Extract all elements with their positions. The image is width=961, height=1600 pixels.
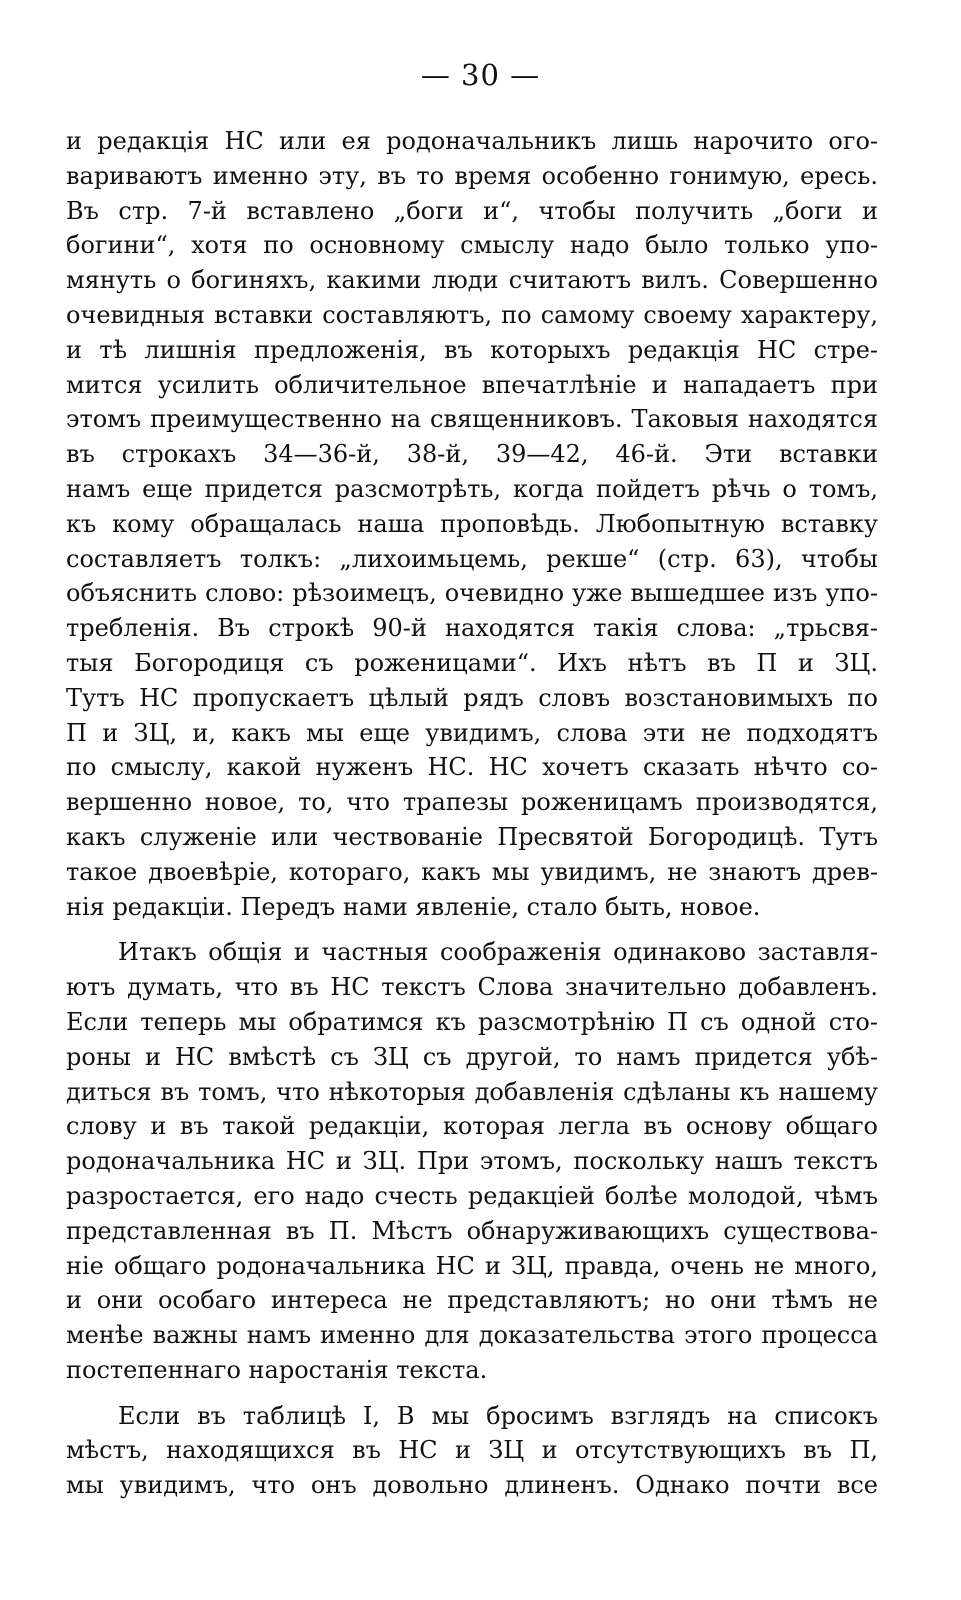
text-line: менѣе важны намъ именно для доказательства этого процесса (66, 1321, 878, 1350)
text-line: Итакъ общія и частныя соображенія одинаково заставля- (118, 938, 878, 967)
text-line: и тѣ лишнія предложенія, въ которыхъ редакція НС стре- (66, 335, 878, 364)
page-number: — 30 — (420, 58, 541, 92)
text-line: такое двоевѣріе, котораго, какъ мы увидимъ, не знаютъ древ- (66, 857, 878, 886)
text-line: роны и НС вмѣстѣ съ ЗЦ съ другой, то намъ придется убѣ- (66, 1042, 878, 1071)
text-line: намъ еще придется разсмотрѣть, когда пойдетъ рѣчь о томъ, (66, 474, 878, 503)
text-line: богини“, хотя по основному смыслу надо было только упо- (66, 231, 878, 260)
text-line: мянуть о богиняхъ, какими люди считаютъ вилъ. Совершенно (66, 266, 878, 295)
text-line: какъ служеніе или чествованіе Пресвятой Богородицѣ. Тутъ (66, 822, 878, 851)
paragraph-gap (66, 924, 878, 935)
text-line: ніе общаго родоначальника НС и ЗЦ, правда, очень не много, (66, 1251, 878, 1280)
text-line: и они особаго интереса не представляютъ; но они тѣмъ не (66, 1286, 878, 1315)
text-line: Въ стр. 7-й вставлено „боги и“, чтобы получить „боги и (66, 196, 878, 225)
text-line: представленная въ П. Мѣстъ обнаруживающихъ существова- (66, 1216, 878, 1245)
text-line: мѣстъ, находящихся въ НС и ЗЦ и отсутствующихъ въ П, (66, 1436, 878, 1465)
text-line: слову и въ такой редакціи, которая легла въ основу общаго (66, 1112, 878, 1141)
text-line: родоначальника НС и ЗЦ. При этомъ, поскольку нашъ текстъ (66, 1147, 878, 1176)
text-line: ютъ думать, что въ НС текстъ Слова значительно добавленъ. (66, 973, 878, 1002)
text-line: разростается, его надо счесть редакціей болѣе молодой, чѣмъ (66, 1181, 878, 1210)
text-line: и редакція НС или ея родоначальникъ лишь нарочито ого- (66, 127, 878, 155)
text-line: мы увидимъ, что онъ довольно длиненъ. Однако почти все (66, 1471, 878, 1500)
text-line: П и ЗЦ, и, какъ мы еще увидимъ, слова эти не подходятъ (66, 718, 878, 747)
text-line: Тутъ НС пропускаетъ цѣлый рядъ словъ возстановимыхъ по (66, 683, 878, 712)
text-line: Если теперь мы обратимся къ разсмотрѣнію П съ одной сто- (66, 1007, 878, 1036)
text-line: постепеннаго наростанія текста. (66, 1355, 488, 1384)
text-line: вариваютъ именно эту, въ то время особенно гонимую, ересь. (66, 161, 878, 190)
text-line: нія редакціи. Передъ нами явленіе, стало быть, новое. (66, 892, 761, 921)
text-line: очевидныя вставки составляютъ, по самому своему характеру, (66, 300, 878, 329)
text-line: къ кому обращалась наша проповѣдь. Любопытную вставку (66, 509, 878, 538)
text-line: составляетъ толкъ: „лихоимьцемь, рекше“ (стр. 63), чтобы (66, 544, 878, 573)
text-line: этомъ преимущественно на священниковъ. Таковыя находятся (66, 405, 878, 434)
text-line: требленія. Въ строкѣ 90-й находятся такія слова: „трьсвя- (66, 614, 878, 643)
text-line: въ строкахъ 34—36-й, 38-й, 39—42, 46-й. Эти вставки (66, 440, 878, 469)
text-line: Если въ таблицѣ I, В мы бросимъ взглядъ на списокъ (118, 1401, 878, 1430)
text-line: диться въ томъ, что нѣкоторыя добавленія сдѣланы къ нашему (66, 1077, 878, 1106)
paragraph-gap (66, 1388, 878, 1399)
text-line: объяснить слово: рѣзоимецъ, очевидно уже вышедшее изъ упо- (66, 579, 878, 608)
text-line: вершенно новое, то, что трапезы роженицамъ производятся, (66, 788, 878, 817)
text-line: по смыслу, какой нуженъ НС. НС хочетъ сказать нѣчто со- (66, 753, 878, 782)
text-line: тыя Богородиця съ роженицами“. Ихъ нѣтъ въ П и ЗЦ. (66, 648, 878, 677)
page-body-text (66, 124, 878, 1503)
text-line: мится усилить обличительное впечатлѣніе и нападаетъ при (66, 370, 878, 399)
